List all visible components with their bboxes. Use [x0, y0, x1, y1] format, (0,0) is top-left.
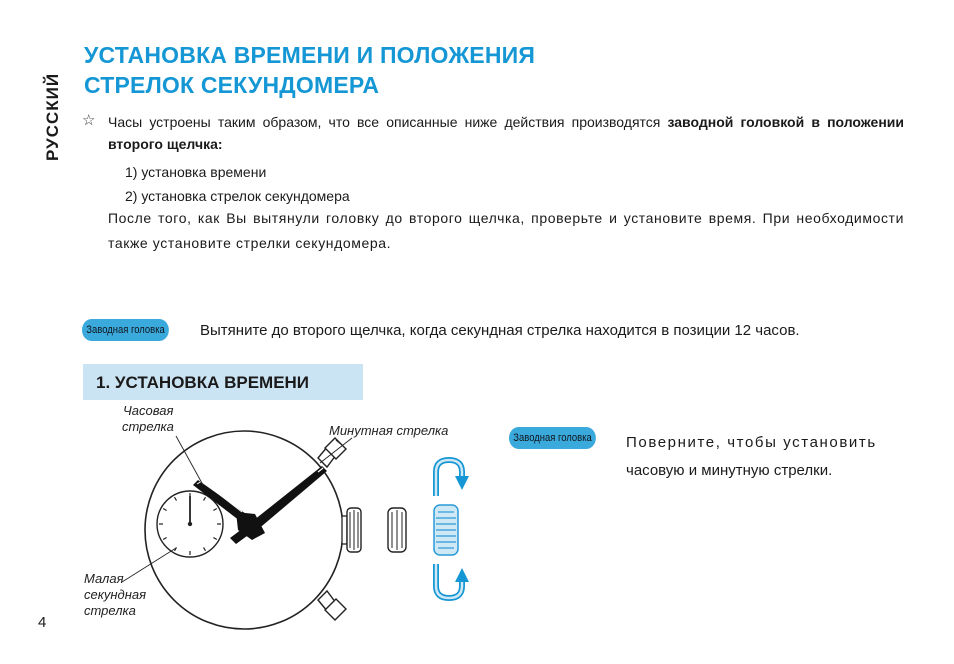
rotate-arrow-down-icon: [436, 564, 469, 598]
title-line-1: УСТАНОВКА ВРЕМЕНИ И ПОЛОЖЕНИЯ: [84, 42, 536, 68]
language-tab: РУССКИЙ: [43, 72, 62, 161]
small-second-label: Малая секундная стрелка: [84, 571, 147, 618]
list-item: 2) установка стрелок секундомера: [125, 188, 350, 204]
section-title: 1. УСТАНОВКА ВРЕМЕНИ: [96, 373, 310, 392]
crown-badge-2: Заводная головка: [509, 427, 596, 449]
crown-on-case: [342, 508, 361, 552]
hour-hand-label: Часовая стрелка: [122, 403, 174, 434]
small-seconds-subdial: [157, 491, 223, 557]
turn-crown-instruction: Поверните, чтобы установить часовую и минутную стрелки.: [626, 434, 877, 479]
pull-crown-instruction: Вытяните до второго щелчка, когда секундная стрелка находится в позиции 12 часов.: [200, 322, 800, 339]
minute-hand-label: Минутная стрелка: [329, 423, 449, 438]
top-pusher: [318, 438, 346, 467]
intro-bold: заводной головкой в положении второго щелчка:: [108, 114, 904, 152]
list-item: 1) установка времени: [125, 164, 267, 180]
star-bullet-icon: ☆: [82, 112, 96, 129]
crown-second-click: [434, 505, 458, 555]
crown-badge: Заводная головка: [82, 319, 169, 341]
rotate-arrow-up-icon: [436, 460, 469, 496]
instruction-paragraph: После того, как Вы вытянули головку до второго щелчка, проверьте и установите время. При необходимости также установите стрелки секундомера.: [108, 210, 904, 251]
intro-paragraph: Часы устроены таким образом, что все описанные ниже действия производятся заводной головкой в положении второго щелчка:: [108, 114, 904, 152]
bottom-pusher: [318, 591, 346, 620]
page-number: 4: [38, 614, 47, 631]
title-line-2: СТРЕЛОК СЕКУНДОМЕРА: [84, 72, 380, 98]
hour-hand-leader: [176, 436, 203, 485]
crown-first-click: [388, 508, 406, 552]
